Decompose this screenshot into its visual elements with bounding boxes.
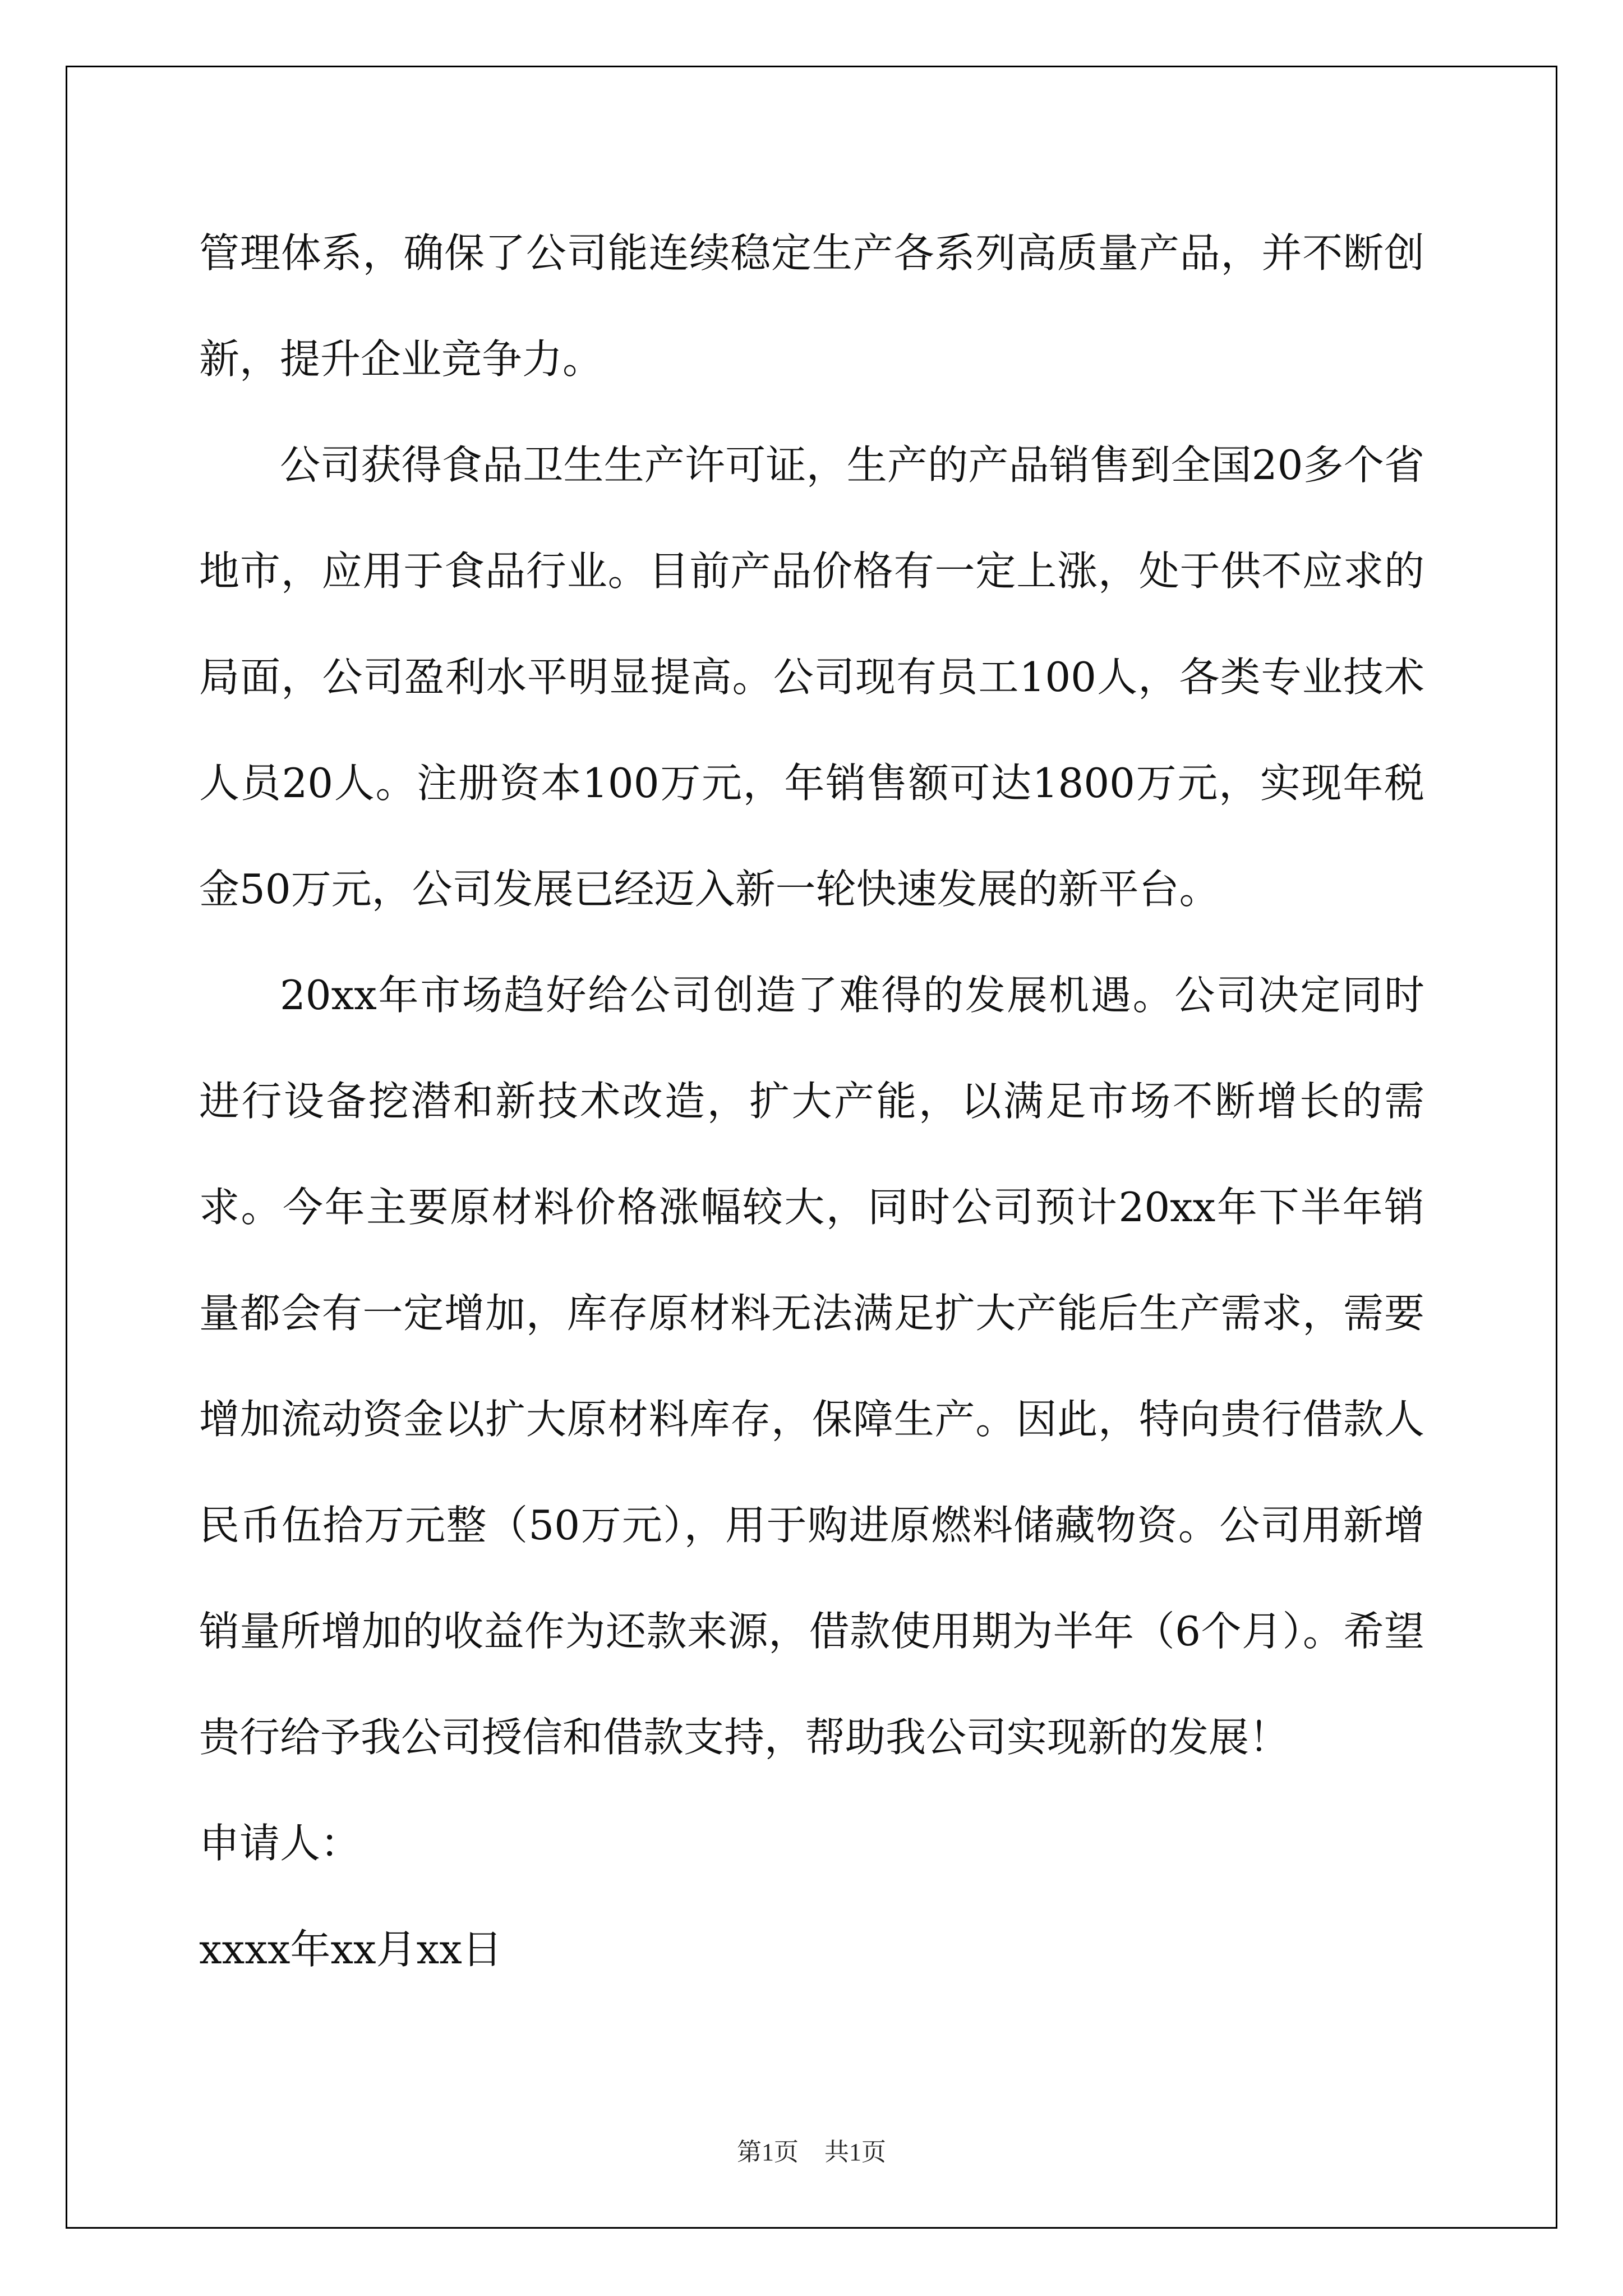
page-footer xyxy=(0,2132,1623,2168)
total-pages: 共1页 xyxy=(824,2138,886,2166)
paragraph-company-overview: 公司获得食品卫生生产许可证，生产的产品销售到全国20多个省地市，应用于食品行业。目前产品价格有一定上涨，处于供不应求的局面，公司盈利水平明显提高。公司现有员工100人，各类专业技术人员20人。注册资本100万元，年销售额可达1800万元，实现年税金50万元，公司发展已经迈入新一轮快速发展的新平台。 xyxy=(199,441,1424,913)
document-body xyxy=(199,200,1424,2003)
paragraph-continuation: 管理体系，确保了公司能连续稳定生产各系列高质量产品，并不断创新，提升企业竞争力。 xyxy=(199,229,1424,383)
applicant-label: 申请人： xyxy=(199,1820,361,1867)
paragraph-loan-request: 20xx年市场趋好给公司创造了难得的发展机遇。公司决定同时进行设备挖潜和新技术改造，扩大产能，以满足市场不断增长的需求。今年主要原材料价格涨幅较大，同时公司预计20xx年下半年销量都会有一定增加，库存原材料无法满足扩大产能后生产需求，需要增加流动资金以扩大原材料库存，保障生产。因此，特向贵行借款人民币伍拾万元整（50万元），用于购进原燃料储藏物资。公司用新增销量所增加的收益作为还款来源，借款使用期为半年（6个月）。希望贵行给予我公司授信和借款支持，帮助我公司实现新的发展！ xyxy=(199,972,1424,1761)
date-line: xxxx年xx月xx日 xyxy=(199,1926,502,1973)
page-number: 第1页 xyxy=(737,2138,799,2166)
